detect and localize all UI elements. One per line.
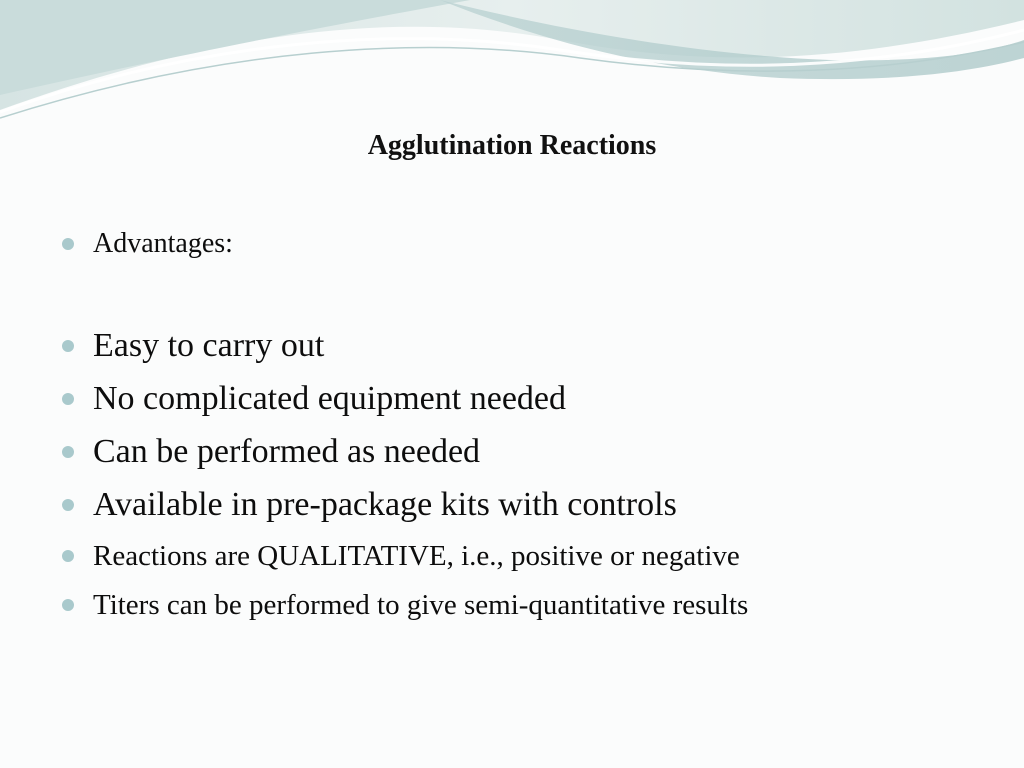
bullet-dot-icon (62, 599, 74, 611)
bullet-dot-icon (62, 550, 74, 562)
list-item-text: Titers can be performed to give semi-quantitative results (93, 588, 749, 621)
list-item-text: Reactions are QUALITATIVE, i.e., positive or negative (93, 539, 740, 572)
list-item (62, 483, 1002, 527)
list-item (62, 587, 1002, 623)
list-item (62, 226, 1002, 262)
bullet-dot-icon (62, 499, 74, 511)
list-item (62, 538, 1002, 574)
bullet-dot-icon (62, 238, 74, 250)
list-item-text: Advantages: (93, 228, 233, 259)
list-item-text: Easy to carry out (93, 327, 325, 364)
list-item (62, 377, 1002, 421)
list-item (62, 430, 1002, 474)
list-item-text: Can be performed as needed (93, 433, 481, 470)
bullet-dot-icon (62, 393, 74, 405)
bullet-dot-icon (62, 446, 74, 458)
bullet-dot-icon (62, 340, 74, 352)
slide-title: Agglutination Reactions (367, 130, 657, 161)
list-item (62, 324, 1002, 368)
list-item-text: Available in pre-package kits with controls (93, 486, 677, 523)
list-item-text: No complicated equipment needed (93, 380, 566, 417)
